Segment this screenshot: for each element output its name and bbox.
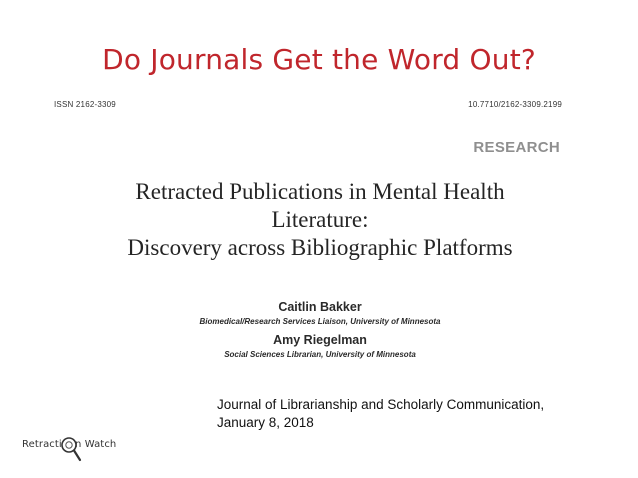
doi-label: 10.7710/2162-3309.2199 [468, 100, 562, 109]
citation-date: January 8, 2018 [217, 415, 314, 430]
logo-text-right: n Watch [75, 439, 117, 450]
retraction-watch-logo [22, 436, 132, 466]
author-name: Caitlin Bakker [278, 300, 362, 314]
article-header-image [40, 92, 600, 382]
section-label: RESEARCH [473, 139, 560, 156]
author-list [150, 298, 490, 364]
author-affiliation: Social Sciences Librarian, University of Minnesota [224, 350, 416, 359]
citation-journal: Journal of Librarianship and Scholarly Communication, [217, 397, 545, 412]
citation [217, 396, 544, 432]
article-title-line: Literature: [271, 207, 369, 232]
author-name: Amy Riegelman [273, 333, 367, 347]
slide-title: Do Journals Get the Word Out? [102, 43, 536, 76]
article-title [40, 178, 600, 262]
article-title-line: Retracted Publications in Mental Health [135, 179, 505, 204]
logo-text-left: Retracti [22, 439, 62, 450]
article-title-line: Discovery across Bibliographic Platforms [127, 235, 513, 260]
author-affiliation: Biomedical/Research Services Liaison, University of Minnesota [199, 317, 441, 326]
issn-label: ISSN 2162-3309 [54, 100, 116, 109]
